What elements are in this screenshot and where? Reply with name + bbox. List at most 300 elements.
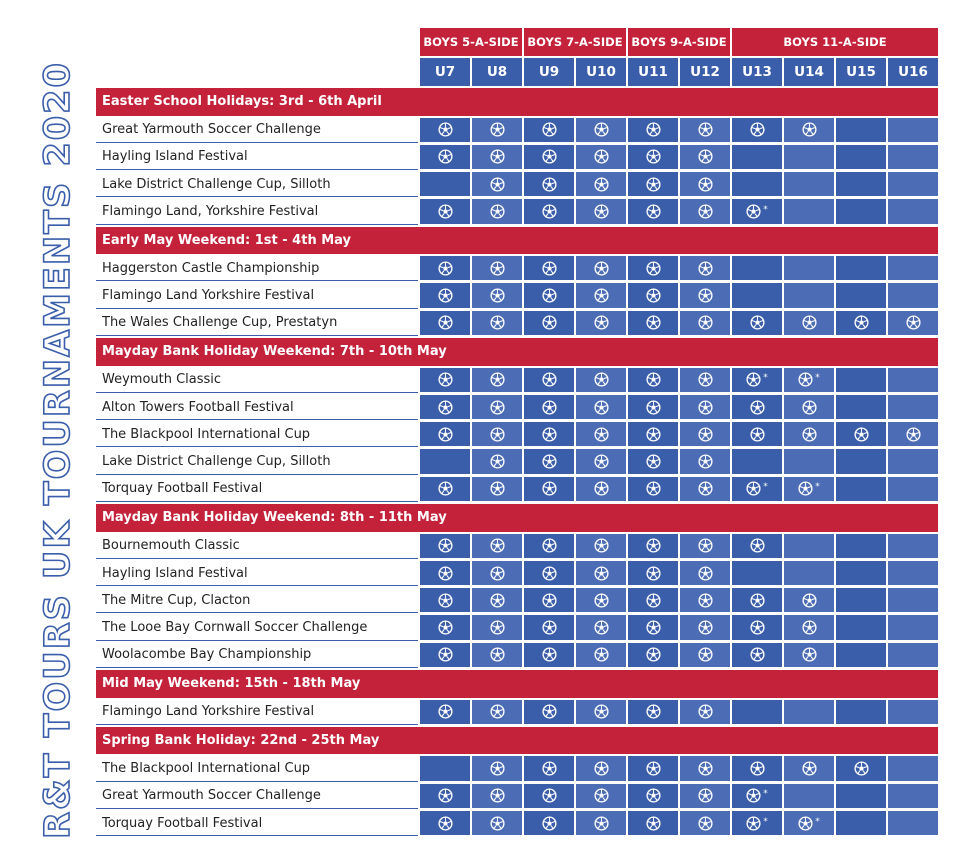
table-cell [524,199,574,224]
table-cell [888,172,938,197]
header-spacer [96,58,418,86]
table-cell [732,395,782,420]
table-cell [680,588,730,613]
table-cell [524,615,574,640]
table-cell [784,643,834,668]
section-header: Mid May Weekend: 15th - 18th May [96,670,938,698]
table-cell [420,588,470,613]
table-cell [628,311,678,336]
table-cell [784,395,834,420]
soccer-ball-icon [490,788,505,803]
table-cell [524,118,574,143]
table-cell [524,172,574,197]
table-cell [472,145,522,170]
table-cell [732,256,782,281]
tournament-name: The Looe Bay Cornwall Soccer Challenge [96,615,418,640]
table-cell [628,756,678,781]
table-cell [524,700,574,725]
table-cell [628,118,678,143]
soccer-ball-icon [594,261,609,276]
table-cell [628,615,678,640]
table-cell [524,145,574,170]
table-cell [628,700,678,725]
table-cell [524,283,574,308]
soccer-ball-icon [490,761,505,776]
soccer-ball-icon [542,593,557,608]
table-cell [784,588,834,613]
soccer-ball-icon [490,620,505,635]
table-cell [420,477,470,502]
age-header-u7: U7 [420,58,470,86]
table-cell [524,311,574,336]
soccer-ball-icon [854,761,869,776]
soccer-ball-icon [490,647,505,662]
soccer-ball-icon [750,122,765,137]
soccer-ball-icon [490,372,505,387]
soccer-ball-icon [542,620,557,635]
table-cell [732,784,782,809]
age-header-u9: U9 [524,58,574,86]
table-cell [888,477,938,502]
soccer-ball-icon [438,261,453,276]
table-cell [524,534,574,559]
table-cell [784,368,834,393]
soccer-ball-icon [438,122,453,137]
soccer-ball-icon [646,761,661,776]
table-cell [680,422,730,447]
soccer-ball-icon [490,315,505,330]
soccer-ball-icon [490,400,505,415]
table-cell [680,256,730,281]
soccer-ball-icon [594,315,609,330]
table-cell [472,477,522,502]
soccer-ball-icon [698,816,713,831]
tournament-name: Great Yarmouth Soccer Challenge [96,784,418,809]
table-cell [784,561,834,586]
table-cell [732,477,782,502]
table-cell [420,395,470,420]
age-header-u16: U16 [888,58,938,86]
table-cell [576,811,626,836]
soccer-ball-icon [750,593,765,608]
table-cell [732,422,782,447]
soccer-ball-icon [750,315,765,330]
table-cell [784,700,834,725]
table-cell [680,199,730,224]
soccer-ball-icon [438,204,453,219]
table-cell [576,561,626,586]
soccer-ball-icon [802,400,817,415]
table-cell [628,534,678,559]
asterisk-mark: * [763,205,768,216]
table-cell [888,368,938,393]
soccer-ball-icon [594,177,609,192]
age-header-u11: U11 [628,58,678,86]
soccer-ball-icon [698,454,713,469]
soccer-ball-icon [750,427,765,442]
table-cell [784,283,834,308]
soccer-ball-icon [646,704,661,719]
tournament-name: Torquay Football Festival [96,811,418,836]
table-cell [836,422,886,447]
table-cell [732,811,782,836]
table-cell [628,784,678,809]
table-cell [524,477,574,502]
soccer-ball-icon [646,372,661,387]
table-cell [420,561,470,586]
soccer-ball-icon [542,704,557,719]
table-cell [784,784,834,809]
soccer-ball-icon [594,454,609,469]
table-cell [888,283,938,308]
soccer-ball-icon [646,427,661,442]
table-cell [888,643,938,668]
table-cell [680,368,730,393]
soccer-ball-icon [594,761,609,776]
table-cell [420,145,470,170]
table-cell [472,256,522,281]
soccer-ball-icon [698,204,713,219]
tournament-name: Lake District Challenge Cup, Silloth [96,449,418,474]
soccer-ball-icon [594,481,609,496]
soccer-ball-icon [698,761,713,776]
soccer-ball-icon [594,816,609,831]
tournament-name: Bournemouth Classic [96,534,418,559]
table-cell [472,643,522,668]
table-cell [628,145,678,170]
soccer-ball-icon [646,261,661,276]
table-cell [472,811,522,836]
table-cell [680,615,730,640]
table-cell [680,811,730,836]
table-cell [784,199,834,224]
table-cell [888,422,938,447]
soccer-ball-icon [542,481,557,496]
age-header-u14: U14 [784,58,834,86]
soccer-ball-icon [594,788,609,803]
table-cell [680,449,730,474]
group-header: BOYS 11-A-SIDE [732,28,938,56]
soccer-ball-icon [542,122,557,137]
age-header-u8: U8 [472,58,522,86]
soccer-ball-icon [594,593,609,608]
soccer-ball-icon [594,372,609,387]
table-cell [420,118,470,143]
table-cell [472,700,522,725]
table-cell [836,172,886,197]
soccer-ball-icon [594,149,609,164]
table-cell [888,615,938,640]
section-header: Spring Bank Holiday: 22nd - 25th May [96,727,938,755]
table-cell [576,311,626,336]
table-cell [472,588,522,613]
soccer-ball-icon [646,593,661,608]
soccer-ball-icon [542,149,557,164]
soccer-ball-icon [490,593,505,608]
table-cell [472,615,522,640]
table-cell [628,172,678,197]
table-cell [732,311,782,336]
table-cell [628,395,678,420]
soccer-ball-icon [438,372,453,387]
soccer-ball-icon [438,704,453,719]
soccer-ball-icon [438,427,453,442]
table-cell [576,477,626,502]
table-cell [888,118,938,143]
soccer-ball-icon [646,400,661,415]
soccer-ball-icon [490,261,505,276]
asterisk-mark: * [763,482,768,493]
soccer-ball-icon [750,647,765,662]
table-cell [888,449,938,474]
soccer-ball-icon [746,481,761,496]
tournament-name: Flamingo Land Yorkshire Festival [96,283,418,308]
table-cell [524,449,574,474]
section-header: Easter School Holidays: 3rd - 6th April [96,88,938,116]
table-cell [836,256,886,281]
soccer-ball-icon [490,177,505,192]
soccer-ball-icon [594,122,609,137]
table-cell [888,199,938,224]
table-cell [472,756,522,781]
tournament-name: Great Yarmouth Soccer Challenge [96,118,418,143]
table-cell [420,199,470,224]
soccer-ball-icon [542,761,557,776]
page-title: R&T TOURS UK TOURNAMENTS 2020 [38,61,78,839]
soccer-ball-icon [698,372,713,387]
table-cell [888,534,938,559]
soccer-ball-icon [750,620,765,635]
table-cell [784,311,834,336]
soccer-ball-icon [698,538,713,553]
table-cell [576,784,626,809]
table-cell [472,561,522,586]
table-cell [628,643,678,668]
soccer-ball-icon [438,593,453,608]
soccer-ball-icon [438,149,453,164]
soccer-ball-icon [438,538,453,553]
table-cell [680,477,730,502]
table-cell [472,534,522,559]
asterisk-mark: * [763,789,768,800]
age-header-u15: U15 [836,58,886,86]
table-cell [472,311,522,336]
soccer-ball-icon [750,538,765,553]
soccer-ball-icon [490,538,505,553]
table-cell [576,283,626,308]
table-cell [732,700,782,725]
soccer-ball-icon [438,400,453,415]
table-cell [732,756,782,781]
tournament-name: The Mitre Cup, Clacton [96,588,418,613]
soccer-ball-icon [490,566,505,581]
table-cell [576,256,626,281]
table-cell [732,534,782,559]
table-cell [576,588,626,613]
table-cell [576,534,626,559]
table-cell [472,172,522,197]
table-cell [888,561,938,586]
soccer-ball-icon [542,538,557,553]
table-cell [420,256,470,281]
soccer-ball-icon [646,315,661,330]
table-cell [836,700,886,725]
soccer-ball-icon [746,788,761,803]
soccer-ball-icon [542,454,557,469]
soccer-ball-icon [542,261,557,276]
soccer-ball-icon [698,288,713,303]
soccer-ball-icon [906,315,921,330]
table-cell [420,311,470,336]
table-cell [576,615,626,640]
soccer-ball-icon [542,647,557,662]
table-cell [888,811,938,836]
table-cell [680,118,730,143]
soccer-ball-icon [646,647,661,662]
table-cell [680,395,730,420]
table-cell [680,784,730,809]
soccer-ball-icon [698,427,713,442]
tournament-name: Torquay Football Festival [96,477,418,502]
table-cell [576,172,626,197]
table-cell [784,449,834,474]
soccer-ball-icon [854,315,869,330]
soccer-ball-icon [594,204,609,219]
table-cell [576,395,626,420]
soccer-ball-icon [646,620,661,635]
soccer-ball-icon [646,481,661,496]
table-cell [420,534,470,559]
table-cell [836,534,886,559]
soccer-ball-icon [698,620,713,635]
soccer-ball-icon [594,288,609,303]
table-cell [732,588,782,613]
soccer-ball-icon [646,122,661,137]
table-cell [420,449,470,474]
table-cell [732,199,782,224]
tournament-name: Woolacombe Bay Championship [96,643,418,668]
table-cell [836,395,886,420]
table-cell [628,449,678,474]
table-cell [888,756,938,781]
soccer-ball-icon [542,372,557,387]
soccer-ball-icon [542,204,557,219]
table-cell [784,477,834,502]
soccer-ball-icon [542,427,557,442]
table-cell [732,283,782,308]
soccer-ball-icon [542,816,557,831]
asterisk-mark: * [815,373,820,384]
table-cell [732,615,782,640]
table-cell [784,172,834,197]
soccer-ball-icon [490,149,505,164]
soccer-ball-icon [438,315,453,330]
table-cell [420,615,470,640]
table-cell [628,811,678,836]
tournament-name: The Wales Challenge Cup, Prestatyn [96,311,418,336]
table-cell [836,368,886,393]
table-cell [836,784,886,809]
table-cell [784,422,834,447]
table-cell [836,145,886,170]
table-cell [576,449,626,474]
table-cell [732,643,782,668]
table-cell [628,588,678,613]
table-cell [888,145,938,170]
soccer-ball-icon [542,177,557,192]
soccer-ball-icon [438,620,453,635]
soccer-ball-icon [798,481,813,496]
table-cell [680,534,730,559]
soccer-ball-icon [746,204,761,219]
soccer-ball-icon [542,315,557,330]
table-cell [576,118,626,143]
soccer-ball-icon [594,620,609,635]
table-cell [888,588,938,613]
table-cell [732,145,782,170]
soccer-ball-icon [698,261,713,276]
table-cell [836,311,886,336]
table-cell [836,588,886,613]
table-cell [524,811,574,836]
table-cell [524,784,574,809]
soccer-ball-icon [906,427,921,442]
table-cell [680,700,730,725]
table-cell [576,643,626,668]
soccer-ball-icon [594,566,609,581]
soccer-ball-icon [646,454,661,469]
table-cell [680,311,730,336]
soccer-ball-icon [698,788,713,803]
soccer-ball-icon [698,566,713,581]
age-header-u12: U12 [680,58,730,86]
tournament-table [96,28,938,836]
table-cell [576,199,626,224]
table-cell [420,172,470,197]
table-cell [836,643,886,668]
soccer-ball-icon [594,538,609,553]
table-cell [680,145,730,170]
table-cell [888,700,938,725]
table-cell [732,449,782,474]
soccer-ball-icon [438,481,453,496]
table-cell [836,756,886,781]
table-cell [836,118,886,143]
table-cell [420,784,470,809]
tournament-name: The Blackpool International Cup [96,756,418,781]
table-cell [784,256,834,281]
table-cell [784,534,834,559]
soccer-ball-icon [542,400,557,415]
table-cell [732,172,782,197]
table-cell [472,395,522,420]
soccer-ball-icon [594,647,609,662]
table-cell [576,145,626,170]
tournament-name: Hayling Island Festival [96,145,418,170]
soccer-ball-icon [746,372,761,387]
soccer-ball-icon [490,481,505,496]
table-cell [628,477,678,502]
soccer-ball-icon [698,122,713,137]
table-cell [784,756,834,781]
age-header-u10: U10 [576,58,626,86]
table-cell [420,368,470,393]
soccer-ball-icon [802,620,817,635]
group-header: BOYS 5-A-SIDE [420,28,522,56]
table-cell [472,449,522,474]
soccer-ball-icon [594,427,609,442]
table-cell [420,643,470,668]
